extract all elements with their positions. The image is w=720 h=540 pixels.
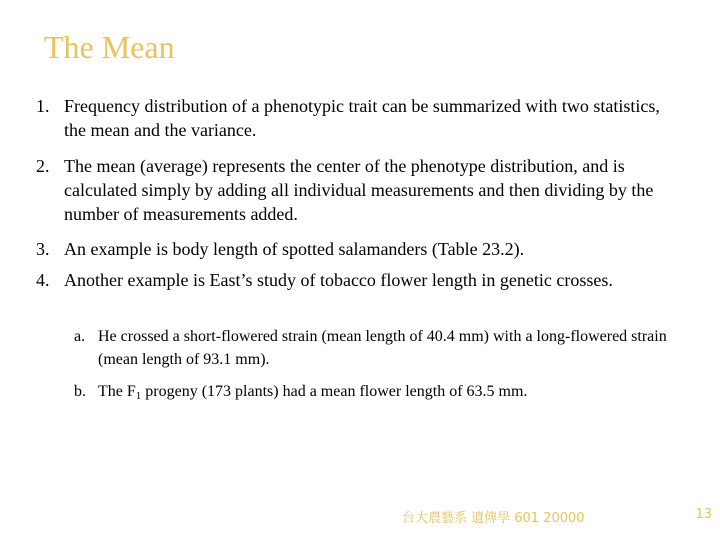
sub-item-text: He crossed a short-flowered strain (mean length of 40.4 mm) with a long-flowered strain (mean length of 93.1 mm). (98, 328, 667, 368)
list-item-4 (36, 268, 686, 292)
list-item-3 (36, 237, 686, 261)
list-item-2 (36, 154, 686, 226)
page-number: 13 (695, 507, 712, 522)
sub-item-text-before: The F (98, 383, 136, 400)
list-item-number: 3. (36, 239, 50, 259)
list-item-text: Another example is East’s study of tobacco flower length in genetic crosses. (64, 270, 613, 290)
sub-item-letter: a. (74, 328, 86, 345)
list-item-text: An example is body length of spotted salamanders (Table 23.2). (64, 239, 525, 259)
list-item-1 (36, 94, 686, 142)
sub-item-text-after: progeny (173 plants) had a mean flower length of 63.5 mm. (141, 383, 528, 400)
subscript: 1 (135, 390, 142, 402)
sub-item-a (74, 325, 674, 371)
sub-item-b (74, 380, 674, 403)
list-item-number: 1. (36, 96, 50, 116)
list-item-text: Frequency distribution of a phenotypic trait can be summarized with two statistics, the mean and the variance. (64, 96, 660, 140)
sub-item-text (98, 380, 674, 403)
sub-item-letter: b. (74, 383, 86, 400)
footer-text: 台大農藝系 遺傳學 601 20000 (402, 511, 585, 526)
list-item-number: 2. (36, 156, 50, 176)
list-item-number: 4. (36, 270, 50, 290)
slide-title: The Mean (44, 29, 175, 65)
list-item-text: The mean (average) represents the center of the phenotype distribution, and is calculated simply by adding all individual measurements and then dividing by the number of measurements added. (64, 156, 654, 224)
